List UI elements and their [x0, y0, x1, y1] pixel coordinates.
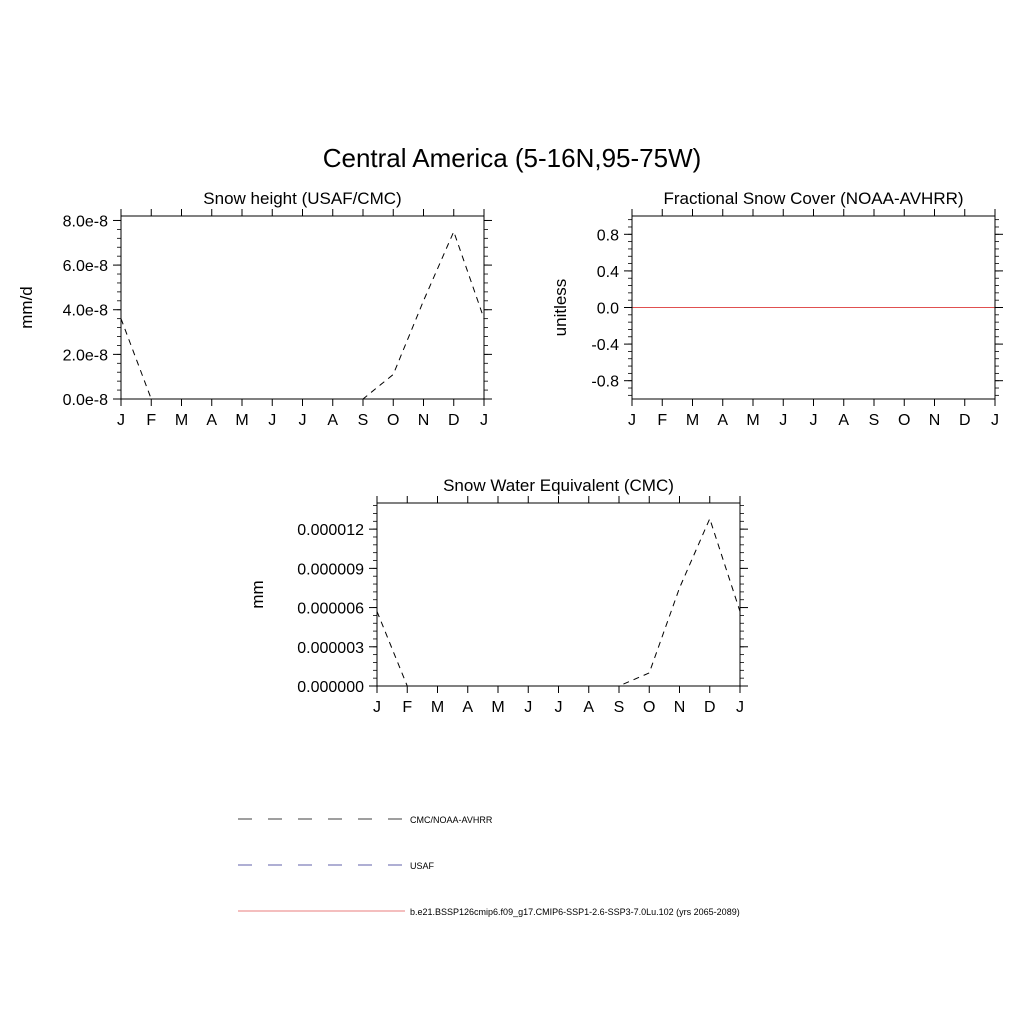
x-tick-label: J	[554, 699, 563, 716]
y-tick-label: 8.0e-8	[62, 213, 108, 231]
y-axis-label: mm	[248, 580, 267, 609]
x-tick-label: J	[480, 412, 488, 429]
x-tick-label: S	[357, 412, 369, 429]
y-tick-label: 0.000003	[297, 639, 364, 657]
legend-label-usaf: USAF	[410, 861, 435, 871]
panel-title: Snow height (USAF/CMC)	[203, 189, 402, 208]
legend-label-cmc: CMC/NOAA-AVHRR	[410, 815, 493, 825]
y-tick-label: 6.0e-8	[62, 258, 108, 276]
x-tick-label: J	[524, 699, 533, 716]
x-tick-label: M	[430, 699, 445, 716]
x-tick-label: M	[174, 412, 189, 429]
y-tick-label: 0.0	[596, 300, 619, 318]
x-tick-label: M	[685, 412, 700, 429]
x-tick-label: J	[628, 412, 636, 429]
x-tick-label: J	[736, 699, 744, 716]
y-tick-label: 2.0e-8	[62, 347, 108, 365]
x-tick-label: S	[868, 412, 880, 429]
x-tick-label: J	[373, 699, 381, 716]
x-tick-label: J	[809, 412, 818, 429]
x-tick-label: D	[703, 699, 716, 716]
y-tick-label: 0.000000	[297, 679, 364, 696]
x-tick-label: A	[462, 699, 474, 716]
y-tick-label: 0.000009	[297, 561, 364, 579]
y-tick-label: 0.0e-8	[62, 392, 108, 409]
x-tick-label: O	[387, 412, 400, 429]
x-tick-label: M	[491, 699, 505, 716]
y-tick-label: 0.000006	[297, 600, 364, 618]
x-tick-label: A	[327, 412, 339, 429]
x-tick-label: A	[838, 412, 850, 429]
y-tick-label: -0.8	[591, 373, 619, 391]
y-axis-label: mm/d	[17, 286, 36, 329]
legend-label-model: b.e21.BSSP126cmip6.f09_g17.CMIP6-SSP1-2.6-SSP3-7.0Lu.102 (yrs 2065-2089)	[410, 907, 740, 917]
y-axis-label: unitless	[551, 278, 570, 337]
x-tick-label: D	[447, 412, 460, 429]
x-tick-label: O	[643, 699, 656, 716]
x-tick-label: J	[117, 412, 125, 429]
y-tick-label: 4.0e-8	[62, 302, 108, 320]
x-tick-label: J	[298, 412, 307, 429]
y-tick-label: 0.4	[596, 263, 619, 281]
x-tick-label: F	[402, 699, 413, 716]
x-tick-label: O	[898, 412, 911, 429]
panel-snow-water-equivalent	[248, 476, 748, 716]
x-tick-label: A	[206, 412, 218, 429]
panel-fractional-snow-cover	[551, 189, 1003, 429]
panel-snow-height	[17, 189, 492, 429]
y-tick-label: -0.4	[591, 337, 619, 355]
x-tick-label: J	[779, 412, 788, 429]
y-tick-label: 0.8	[596, 227, 619, 245]
x-tick-label: M	[746, 412, 760, 429]
x-tick-label: N	[928, 412, 941, 429]
y-tick-label: 0.000012	[297, 522, 364, 540]
x-tick-label: F	[146, 412, 157, 429]
x-tick-label: D	[958, 412, 971, 429]
x-tick-label: M	[235, 412, 249, 429]
x-tick-label: N	[673, 699, 686, 716]
x-tick-label: J	[268, 412, 277, 429]
x-tick-label: A	[583, 699, 595, 716]
panel-title: Fractional Snow Cover (NOAA-AVHRR)	[663, 189, 964, 208]
x-tick-label: J	[991, 412, 999, 429]
series-line-0	[121, 232, 484, 399]
figure-title: Central America (5-16N,95-75W)	[322, 143, 702, 173]
series-line-0	[377, 519, 740, 686]
plot-frame	[377, 503, 740, 686]
panel-title: Snow Water Equivalent (CMC)	[443, 476, 674, 495]
x-tick-label: N	[417, 412, 430, 429]
legend	[238, 815, 740, 917]
x-tick-label: A	[717, 412, 729, 429]
x-tick-label: F	[657, 412, 668, 429]
x-tick-label: S	[613, 699, 625, 716]
plot-frame	[121, 216, 484, 399]
